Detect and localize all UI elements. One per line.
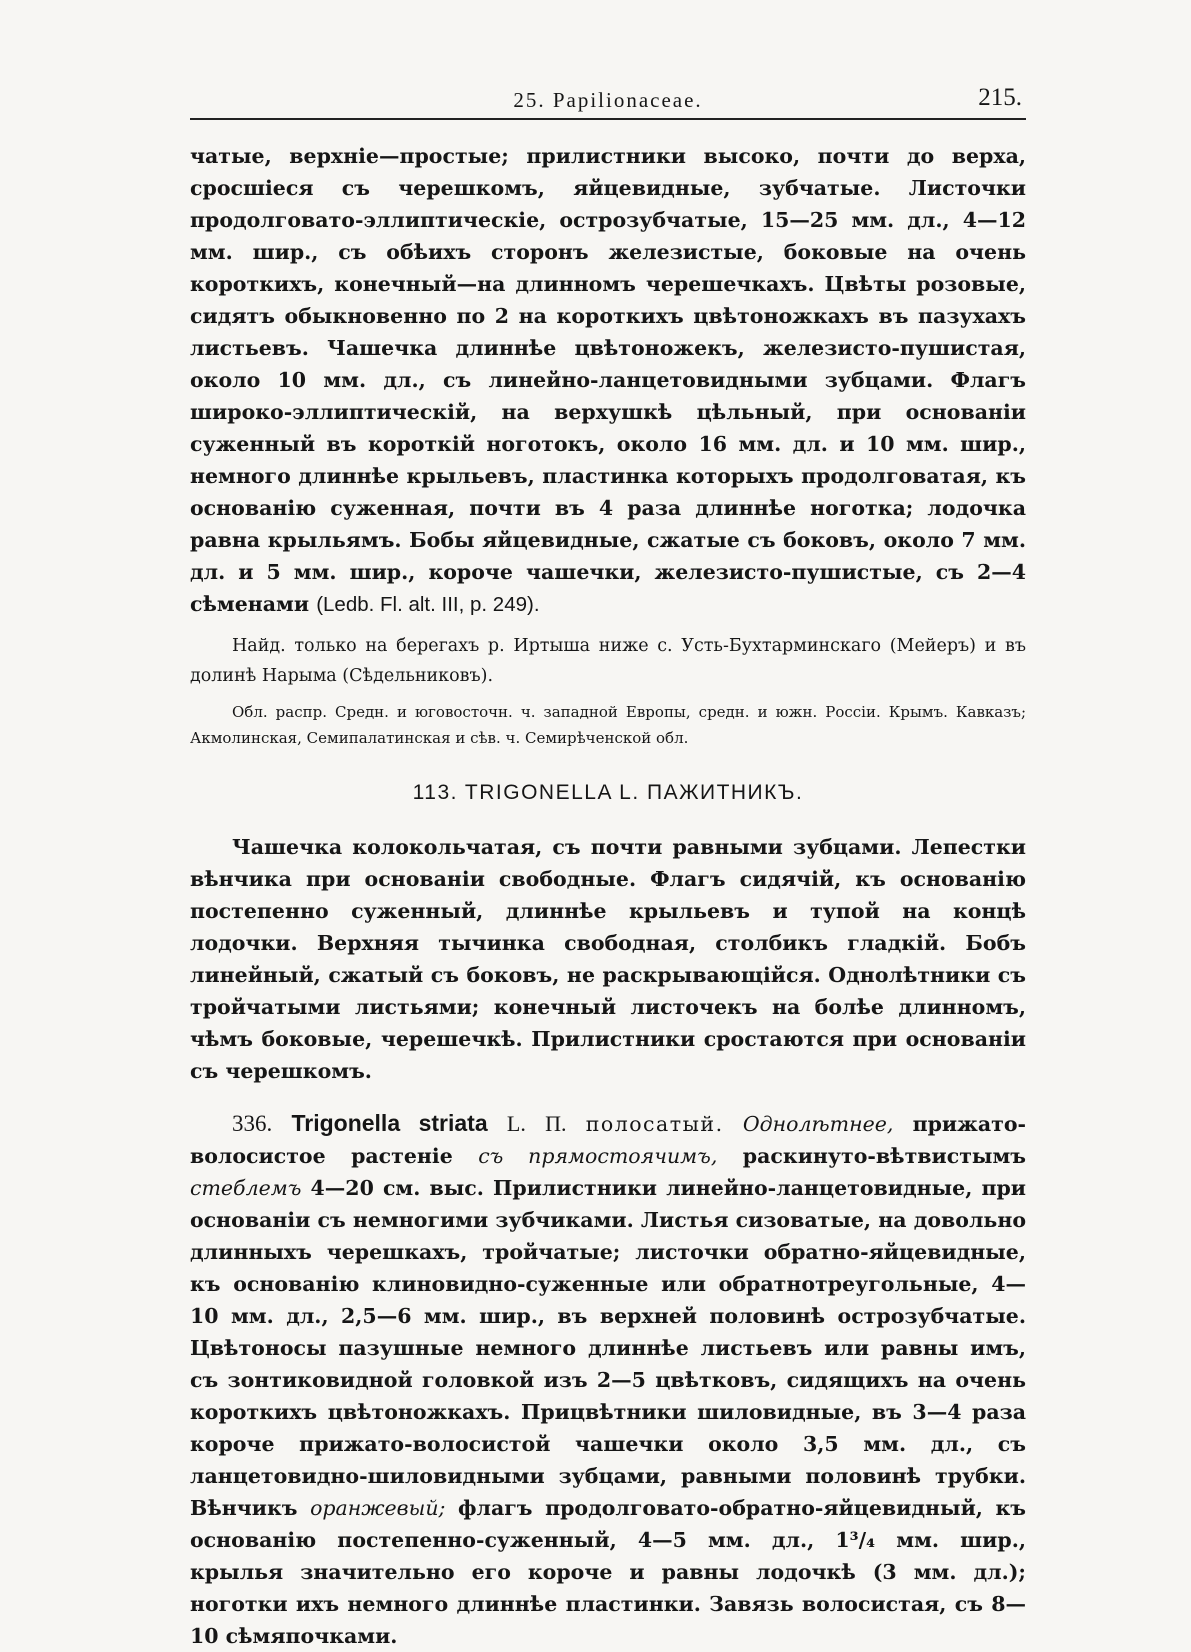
species-text-1: прижато-волосистое растеніе bbox=[190, 1112, 1027, 1168]
species-paragraph bbox=[190, 1107, 1026, 1652]
species-author: L. bbox=[506, 1111, 526, 1136]
continuation-text: чатые, верхніе—простые; прилистники высоко, почти до верха, сросшіеся съ черешкомъ, яйцевидные, зубчатые. Листочки продолговато-эллиптическіе, острозубчатые, 15—25 мм. дл., 4—12 мм. шир., съ обѣихъ сторонъ железистые, боковые на очень короткихъ, конечный—на длинномъ черешечкахъ. Цвѣты розовые, сидятъ обыкновенно по 2 на короткихъ цвѣтоножкахъ въ пазухахъ листьевъ. Чашечка длиннѣе цвѣтоножекъ, железисто-пушистая, около 10 мм. дл., съ линейно-ланцетовидными зубцами. Флагъ широко-эллиптическій, на верхушкѣ цѣльный, при основаніи суженный въ короткій ноготокъ, около 16 мм. дл. и 10 мм. шир., немного длиннѣе крыльевъ, пластинка которыхъ продолговатая, къ основанію суженная, почти въ 4 раза длиннѣе ноготка; лодочка равна крыльямъ. Бобы яйцевидные, сжатые съ боковъ, около 7 мм. дл. и 5 мм. шир., короче чашечки, железисто-пушистые, съ 2—4 сѣменами bbox=[190, 144, 1026, 616]
stem-phrase: съ прямостоячимъ, bbox=[478, 1144, 718, 1168]
distribution-text: Обл. распр. Средн. и юговосточн. ч. западной Европы, средн. и южн. Россіи. Крымъ. Кавказъ; Акмолинская, Семипалатинская и сѣв. ч. Семирѣченской обл. bbox=[190, 703, 1026, 747]
species-number: 336. bbox=[232, 1111, 273, 1136]
page bbox=[190, 82, 1026, 1652]
distribution-note bbox=[190, 699, 1026, 751]
literature-reference: (Ledb. Fl. alt. III, p. 249). bbox=[316, 593, 540, 616]
continuation-paragraph bbox=[190, 140, 1026, 621]
stem-word: стеблемъ bbox=[190, 1176, 302, 1200]
habitat-text: Найд. только на берегахъ р. Иртыша ниже с. Усть-Бухтарминскаго (Мейеръ) и въ долинѣ Нарыма (Сѣдельниковъ). bbox=[190, 636, 1026, 686]
corolla-color: оранжевый; bbox=[310, 1496, 446, 1520]
life-form: Однолѣтнее, bbox=[742, 1112, 894, 1136]
species-text-3: 4—20 см. выс. Прилистники линейно-ланцетовидные, при основаніи съ немногими зубчиками. Листья сизоватые, на довольно длинныхъ черешкахъ, тройчатые; листочки обратно-яйцевидные, къ основанію клиновидно-суженные или обратнотреугольные, 4—10 мм. дл., 2,5—6 мм. шир., въ верхней половинѣ острозубчатые. Цвѣтоносы пазушные немного длиннѣе листьевъ или равны имъ, съ зонтиковидной головкой изъ 2—5 цвѣтковъ, сидящихъ на очень короткихъ цвѣтоножкахъ. Прицвѣтники шиловидные, въ 3—4 раза короче прижато-волосистой чашечки около 3,5 мм. дл., съ ланцетовидно-шиловидными зубцами, равными половинѣ трубки. Вѣнчикъ bbox=[190, 1176, 1026, 1520]
species-text-2: раскинуто-вѣтвистымъ bbox=[742, 1144, 1026, 1168]
genus-abbreviation: П. bbox=[545, 1111, 567, 1136]
genus-description: Чашечка колокольчатая, съ почти равными зубцами. Лепестки вѣнчика при основаніи свободные. Флагъ сидячій, къ основанію постепенно суженный, длиннѣе крыльевъ и тупой на концѣ лодочки. Верхняя тычинка свободная, столбикъ гладкій. Бобъ линейный, сжатый съ боковъ, не раскрывающійся. Однолѣтники съ тройчатыми листьями; конечный листочекъ на болѣе длинномъ, чѣмъ боковые, черешечкѣ. Прилистники сростаются при основаніи съ черешкомъ. bbox=[190, 835, 1026, 1083]
running-title: 25. Papilionaceae. bbox=[513, 88, 703, 112]
page-number: 215. bbox=[978, 84, 1022, 111]
species-text-4: флагъ продолговато-обратно-яйцевидный, къ основанію постепенно-суженный, 4—5 мм. дл., 1³/₄ мм. шир., крылья значительно его короче и равны лодочкѣ (3 мм. дл.); ноготки ихъ немного длиннѣе пластинки. Завязь волосистая, съ 8—10 сѣмяпочками. bbox=[190, 1496, 1026, 1648]
species-common-name: полосатый. bbox=[585, 1112, 724, 1136]
genus-heading: 113. TRIGONELLA L. ПАЖИТНИКЪ. bbox=[412, 781, 804, 804]
species-latin-name: Trigonella striata bbox=[291, 1110, 488, 1136]
running-header bbox=[190, 82, 1026, 120]
habitat-note bbox=[190, 631, 1026, 691]
